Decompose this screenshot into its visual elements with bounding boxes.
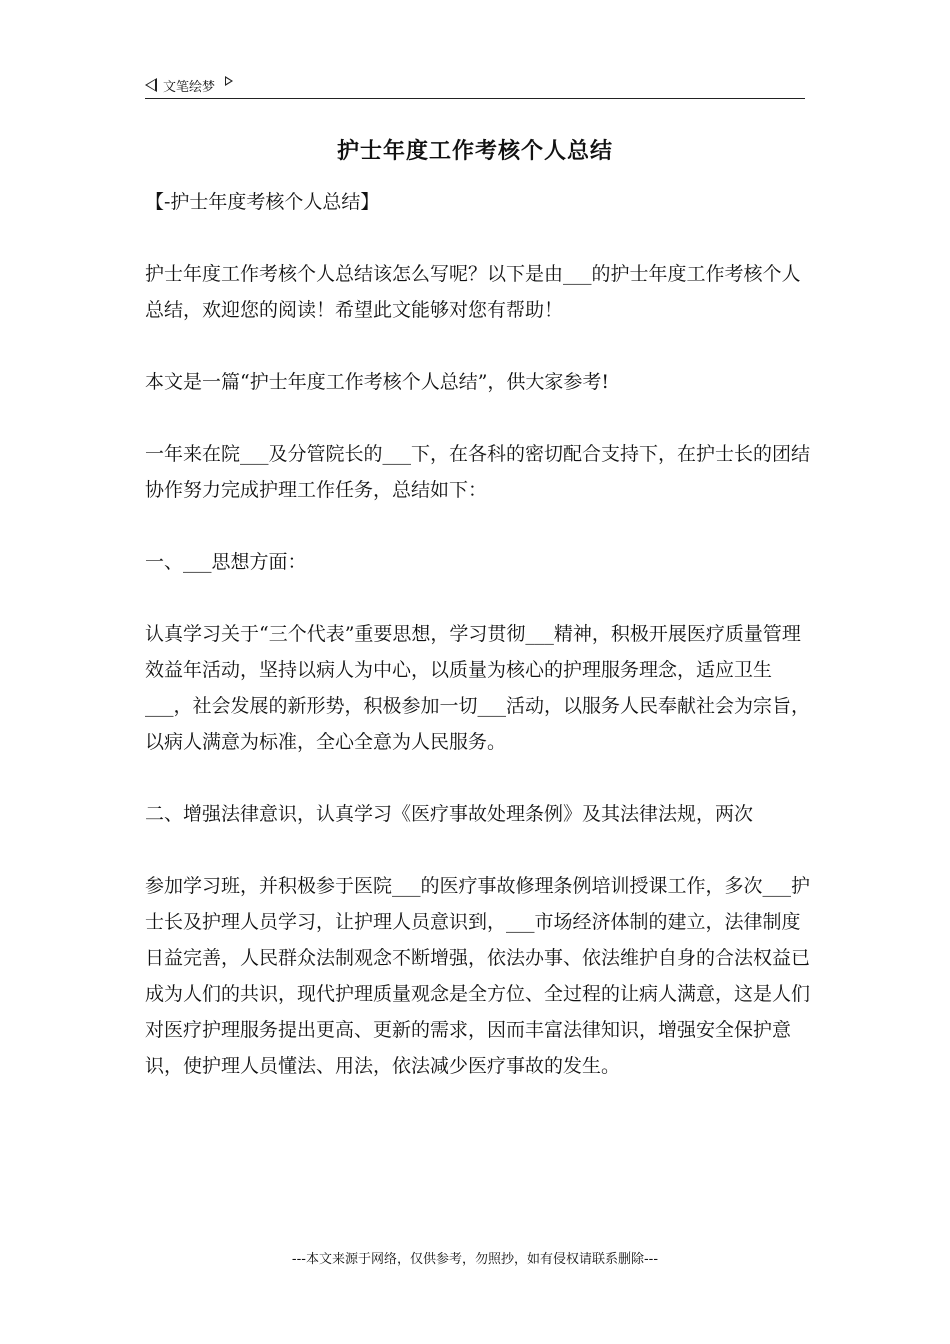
paragraph-intro: 护士年度工作考核个人总结该怎么写呢？以下是由___的护士年度工作考核个人总结，欢迎您的阅读！希望此文能够对您有帮助！ — [145, 263, 801, 321]
document-subtitle: 【-护士年度考核个人总结】 — [145, 191, 380, 213]
document-body — [145, 184, 815, 1120]
document-title: 护士年度工作考核个人总结 — [336, 139, 613, 164]
header-brand: 文笔绘梦 — [163, 79, 216, 95]
page-header — [145, 72, 805, 99]
section-heading-2: 二、增强法律意识，认真学习《医疗事故处理条例》及其法律法规，两次 — [145, 803, 754, 825]
paragraph-reference: 本文是一篇“护士年度工作考核个人总结”，供大家参考! — [145, 371, 610, 393]
paragraph-law: 参加学习班，并积极参于医院___的医疗事故修理条例培训授课工作，多次___护士长及护理人员学习，让护理人员意识到，___市场经济体制的建立，法律制度日益完善，人民群众法制观念不断增强，依法办事、依法维护自身的合法权益已成为人们的共识，现代护理质量观念是全方位、全过程的让病人满意，这是人们对医疗护理服务提出更高、更新的需求，因而丰富法律知识，增强安全保护意识，使护理人员懂法、用法，依法减少医疗事故的发生。 — [145, 875, 811, 1077]
triangle-left-icon — [145, 78, 157, 92]
section-heading-1: 一、___思想方面： — [145, 551, 307, 573]
footer-notice: ---本文来源于网络，仅供参考，勿照抄，如有侵权请联系删除--- — [291, 1252, 659, 1267]
paragraph-thought: 认真学习关于“三个代表”重要思想，学习贯彻___精神，积极开展医疗质量管理效益年活动，坚持以病人为中心，以质量为核心的护理服务理念，适应卫生___，社会发展的新形势，积极参加一切___活动，以服务人民奉献社会为宗旨，以病人满意为标准，全心全意为人民服务。 — [145, 623, 811, 753]
paragraph-overview: 一年来在院___及分管院长的___下，在各科的密切配合支持下，在护士长的团结协作努力完成护理工作任务，总结如下： — [145, 443, 811, 501]
triangle-right-icon — [225, 76, 233, 86]
